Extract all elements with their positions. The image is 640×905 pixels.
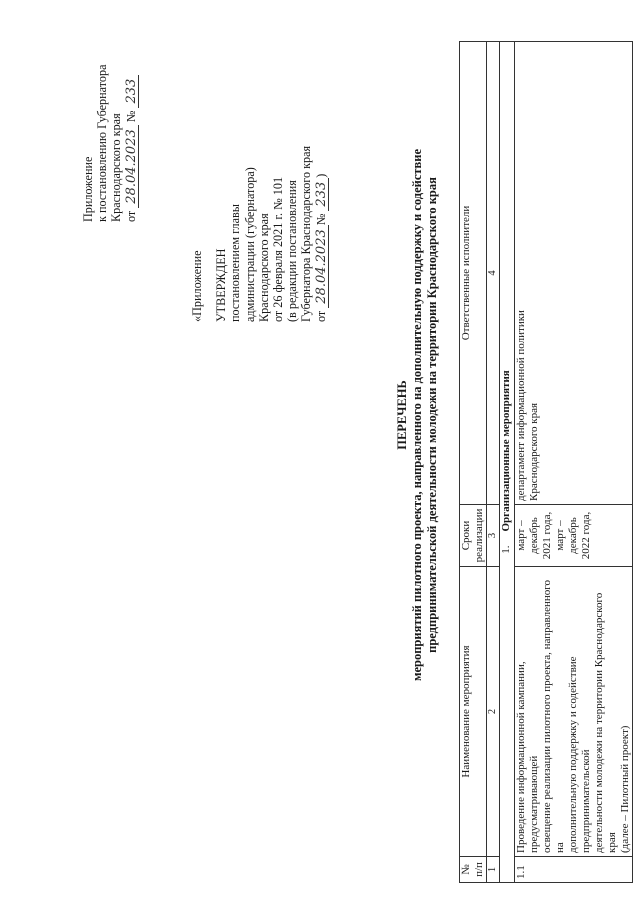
approval-handwritten-date: 28.04.2023 [316, 225, 329, 307]
approval-line-4: от 26 февраля 2021 г. № 101 [271, 176, 286, 322]
measure-line: (далее – Пилотный проект) [619, 725, 631, 853]
section-row [500, 42, 515, 883]
approval-block [190, 146, 329, 322]
row-measure-name [515, 567, 633, 857]
approval-number-label: № [313, 213, 328, 226]
document-title [395, 65, 440, 765]
measure-line: Проведение информационной кампании, предусматривающей [515, 661, 540, 853]
header-measure-name: Наименование мероприятия [460, 567, 487, 857]
approval-closing-paren: ) [313, 173, 328, 178]
term-line: март – декабрь [554, 517, 579, 554]
column-number-3: 3 [487, 505, 500, 567]
title-line-2: предпринимательской деятельности молодежи на территории Краснодарского края [425, 177, 439, 653]
appendix-line-2: к постановлению Губернатора [95, 64, 110, 222]
appendix-number-label: № [123, 110, 138, 123]
column-number-2: 2 [487, 567, 500, 857]
appendix-line-3: Краснодарского края [109, 113, 124, 222]
measure-line: деятельности молодежи на территории Краснодарского края [593, 592, 618, 853]
approval-from-prefix: от [313, 310, 328, 322]
term-line: 2022 года, [580, 511, 592, 560]
approval-line-6: Губернатора Краснодарского края [299, 145, 314, 322]
section-title: Организационные мероприятия [500, 370, 512, 532]
term-line: март – декабрь [515, 517, 540, 554]
table-header-row [460, 42, 487, 883]
section-heading [500, 42, 515, 883]
header-number: № п/п [460, 857, 487, 883]
appendix-line-1: Приложение [81, 156, 95, 222]
approval-line-1: постановлением главы [228, 204, 243, 322]
approval-handwritten-number: 233 [316, 178, 329, 211]
table-row [515, 42, 633, 883]
approval-date-line [314, 146, 329, 322]
title-main: ПЕРЕЧЕНЬ [395, 380, 409, 450]
row-executors [515, 42, 633, 505]
title-line-1: мероприятий пилотного проекта, направленного на дополнительную поддержку и содействие [410, 148, 424, 682]
term-line: 2021 года, [541, 511, 553, 560]
header-executors: Ответственные исполнители [460, 42, 487, 505]
measures-table [459, 41, 633, 883]
appendix-block [81, 64, 139, 222]
executor-line: Краснодарского края [528, 402, 540, 501]
appendix-handwritten-date: 28.04.2023 [126, 125, 139, 207]
header-terms: Сроки реализации [460, 505, 487, 567]
measure-line: освещение реализации пилотного проекта, направленного на [541, 580, 566, 853]
approval-line-2: администрации (губернатора) [242, 167, 257, 322]
approval-heading: УТВЕРЖДЕН [214, 248, 229, 322]
approval-line-5: (в редакции постановления [285, 180, 300, 322]
approval-line-3: Краснодарского края [256, 213, 271, 322]
column-number-1: 1 [487, 857, 500, 883]
approval-quote-label: «Приложение [190, 250, 204, 322]
executor-line: департамент информационной политики [515, 310, 527, 501]
row-number: 1.1 [515, 857, 633, 883]
column-number-4: 4 [487, 42, 500, 505]
row-terms [515, 505, 633, 567]
measure-line: дополнительную поддержку и содействие предпринимательской [567, 656, 592, 853]
section-number: 1. [500, 545, 512, 554]
appendix-handwritten-number: 233 [126, 75, 139, 108]
appendix-date-line [124, 64, 139, 222]
appendix-from-prefix: от [123, 210, 138, 222]
column-number-row [487, 42, 500, 883]
